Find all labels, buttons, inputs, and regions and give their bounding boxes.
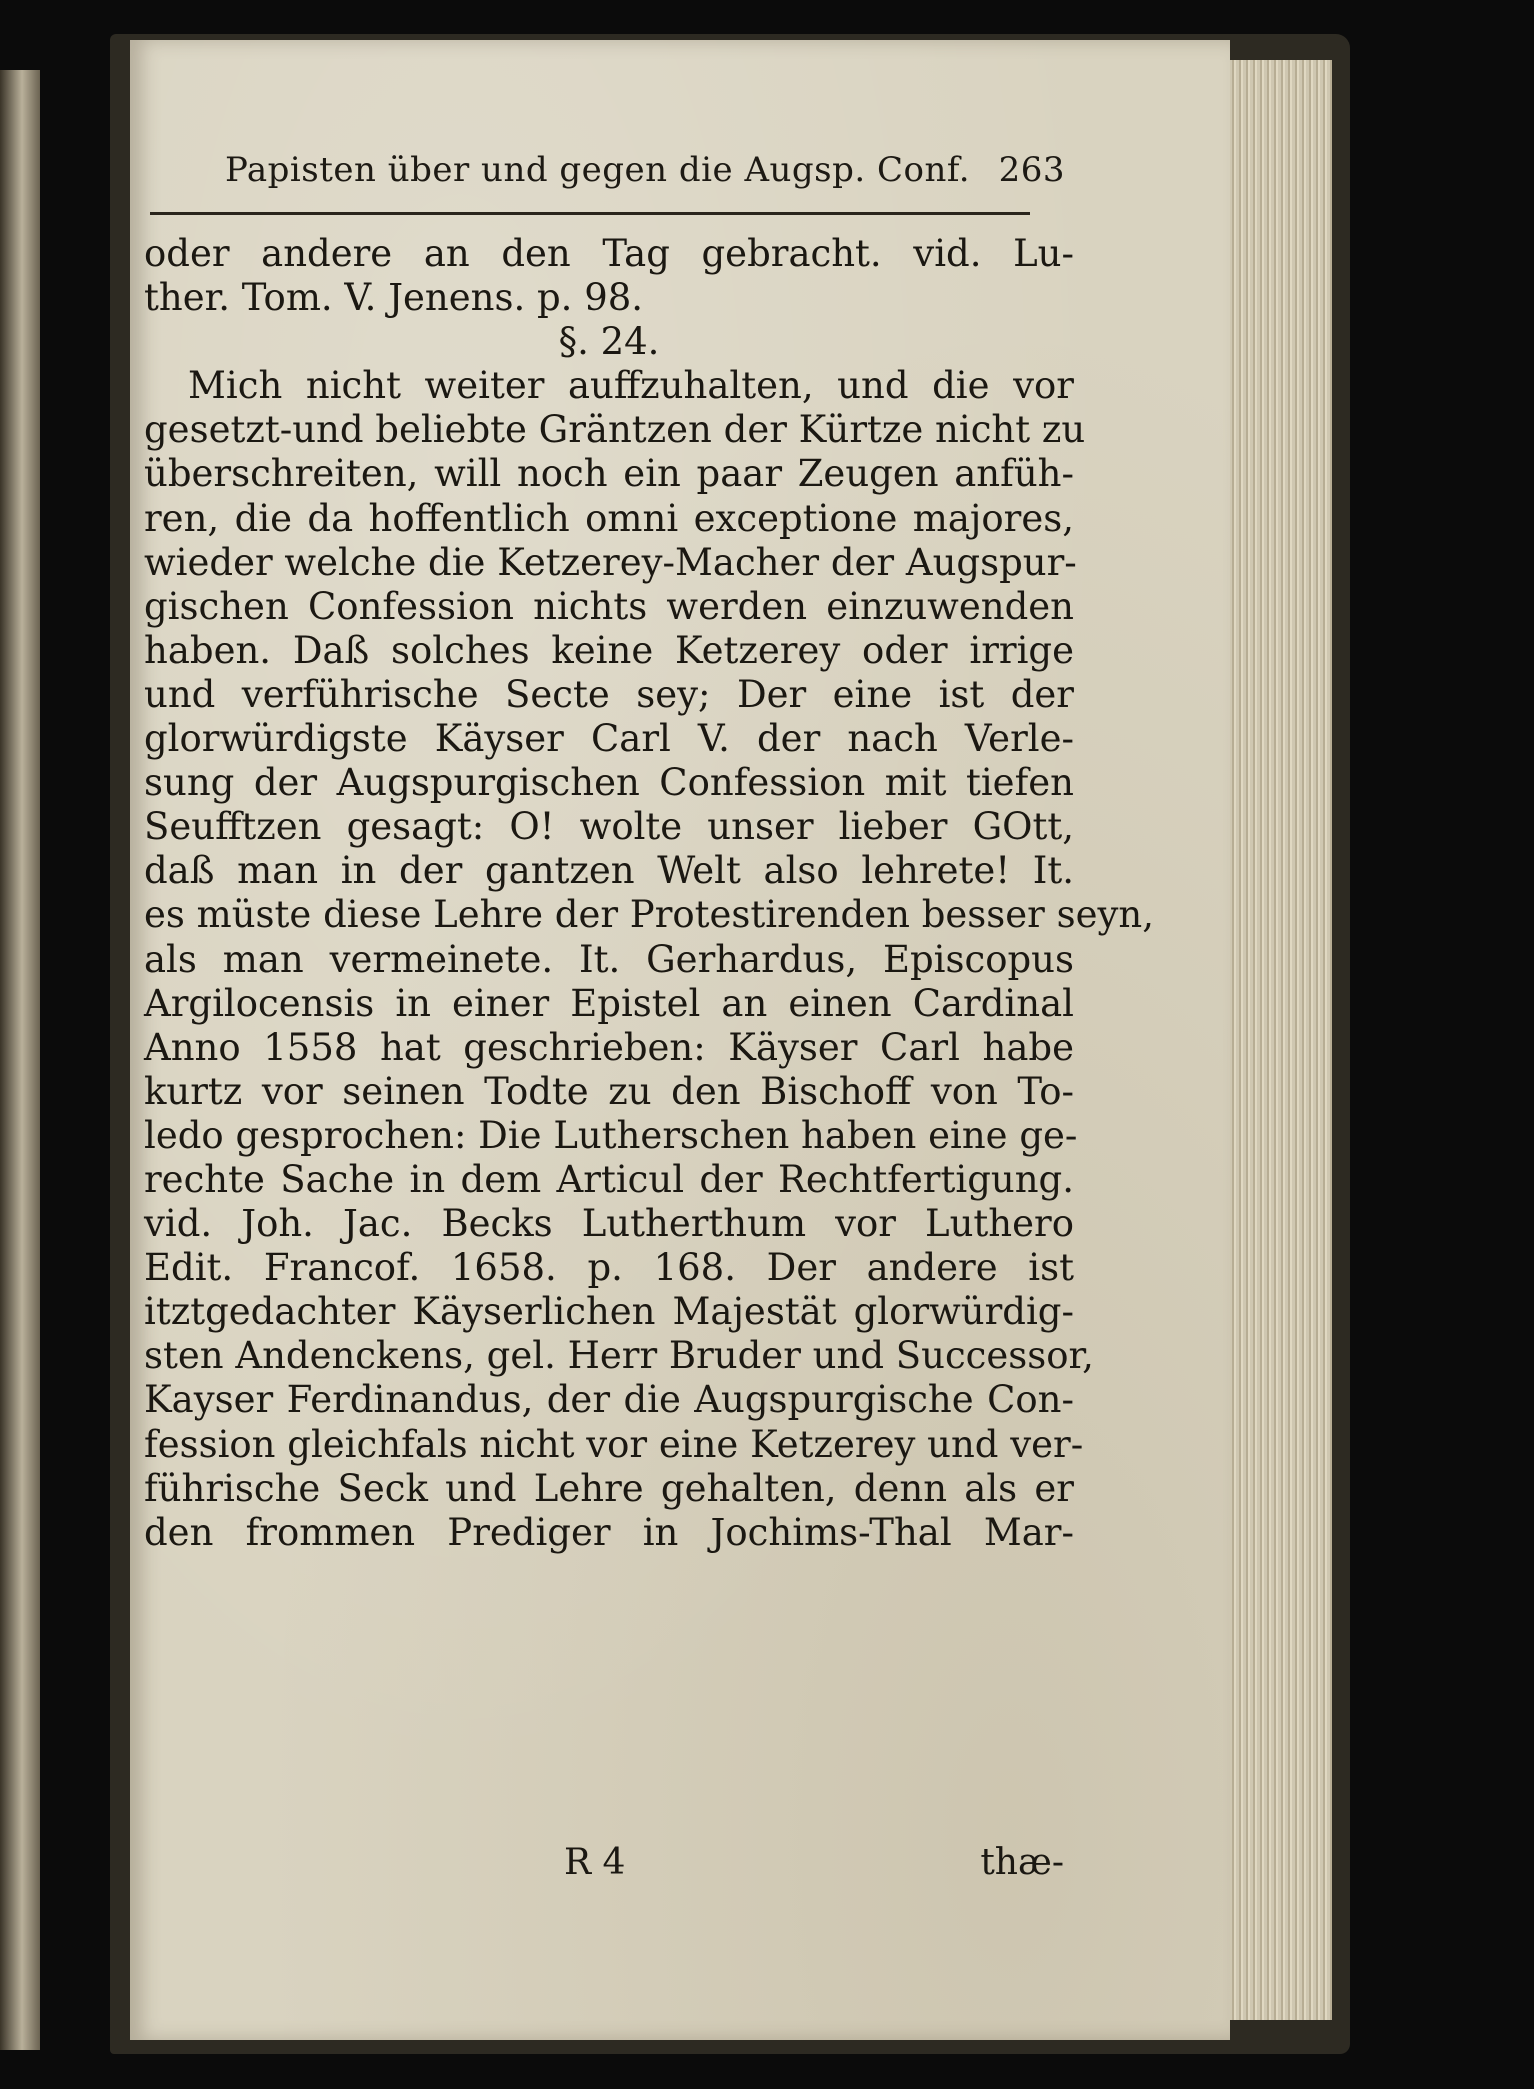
facing-page-edge	[0, 70, 40, 2050]
text-line: rechte Sache in dem Articul der Rechtfertigung.	[144, 1157, 1074, 1201]
text-line: gischen Confession nichts werden einzuwenden	[144, 584, 1074, 628]
signature-mark: R 4	[564, 1842, 626, 1883]
body-text	[144, 232, 1154, 1555]
text-line: den frommen Prediger in Jochims-Thal Mar-	[144, 1510, 1074, 1554]
text-line: es müste diese Lehre der Protestirenden besser seyn,	[144, 893, 1154, 937]
catchword: thæ-	[980, 1842, 1064, 1883]
text-line: fession gleichfals nicht vor eine Ketzerey und ver-	[144, 1422, 1084, 1466]
running-head	[225, 150, 1065, 200]
text-line: sten Andenckens, gel. Herr Bruder und Successor,	[144, 1334, 1094, 1378]
text-line: itztgedachter Käyserlichen Majestät glorwürdig-	[144, 1290, 1074, 1334]
section-heading: §. 24.	[558, 320, 660, 364]
text-line: überschreiten, will noch ein paar Zeugen anfüh-	[144, 452, 1074, 496]
text-line: haben. Daß solches keine Ketzerey oder irrige	[144, 628, 1074, 672]
text-line: ledo gesprochen: Die Lutherschen haben eine ge-	[144, 1113, 1078, 1157]
text-line: glorwürdigste Käyser Carl V. der nach Verle-	[144, 717, 1074, 761]
text-line: Mich nicht weiter auffzuhalten, und die vor	[188, 364, 1074, 408]
text-line: Argilocensis in einer Epistel an einen Cardinal	[144, 981, 1074, 1025]
text-line: vid. Joh. Jac. Becks Lutherthum vor Luthero	[144, 1202, 1074, 1246]
text-line: sung der Augspurgischen Confession mit tiefen	[144, 761, 1074, 805]
page-number: 263	[998, 150, 1065, 190]
page-footer	[144, 1842, 1074, 1892]
text-line: als man vermeinete. It. Gerhardus, Episcopus	[144, 937, 1074, 981]
text-line: und verführische Secte sey; Der eine ist der	[144, 672, 1074, 716]
text-line: Kayser Ferdinandus, der die Augspurgische Con-	[144, 1378, 1074, 1422]
page-stack-edge	[1220, 60, 1332, 2020]
text-line: wieder welche die Ketzerey-Macher der Augspur-	[144, 540, 1077, 584]
text-line: ther. Tom. V. Jenens. p. 98.	[144, 276, 644, 320]
text-line: Edit. Francof. 1658. p. 168. Der andere ist	[144, 1246, 1074, 1290]
running-head-title: Papisten über und gegen die Augsp. Conf.	[225, 150, 971, 190]
header-rule	[150, 212, 1030, 215]
text-line: kurtz vor seinen Todte zu den Bischoff von To-	[144, 1069, 1074, 1113]
text-line: daß man in der gantzen Welt also lehrete! It.	[144, 849, 1074, 893]
text-line: gesetzt-und beliebte Gräntzen der Kürtze nicht zu	[144, 408, 1086, 452]
text-line: ren, die da hoffentlich omni exceptione majores,	[144, 496, 1074, 540]
text-line: Seufftzen gesagt: O! wolte unser lieber GOtt,	[144, 805, 1074, 849]
text-line: oder andere an den Tag gebracht. vid. Lu-	[144, 232, 1074, 275]
text-line: Anno 1558 hat geschrieben: Käyser Carl habe	[144, 1025, 1074, 1069]
text-line: führische Seck und Lehre gehalten, denn als er	[144, 1466, 1074, 1510]
